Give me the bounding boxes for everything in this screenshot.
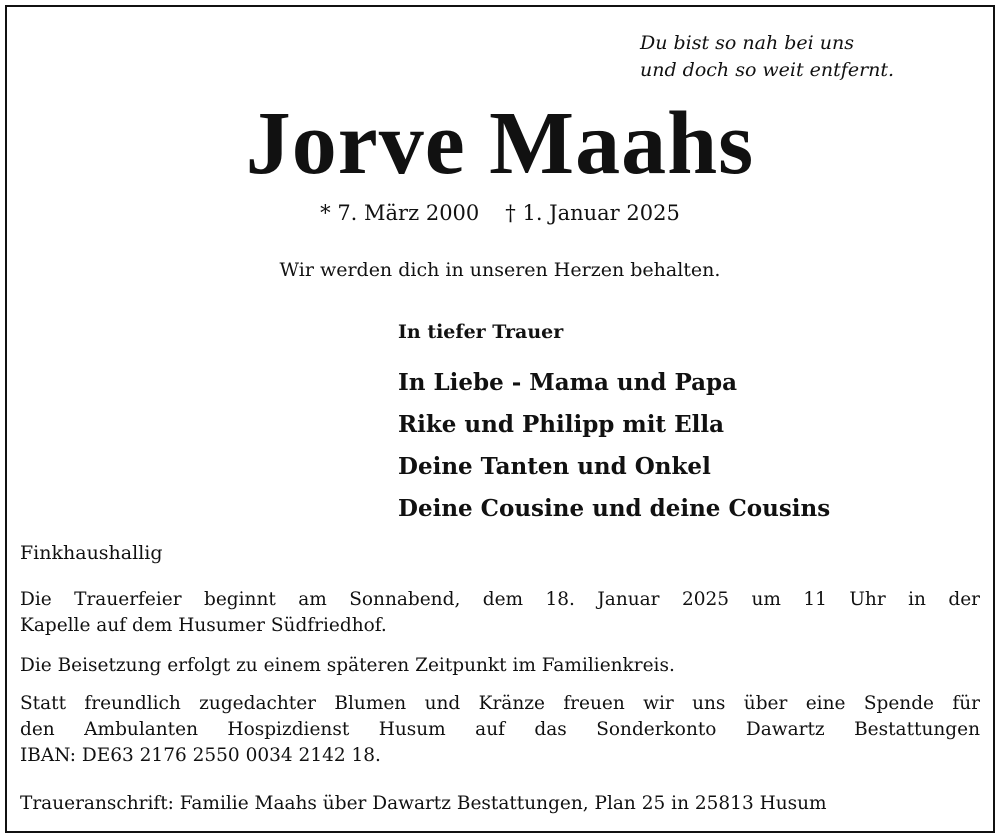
- mourners-list: [398, 362, 830, 530]
- life-dates: [0, 198, 1000, 228]
- donation-line-3: IBAN: DE63 2176 2550 0034 2142 18.: [20, 745, 381, 766]
- farewell-quote: Wir werden dich in unseren Herzen behalten.: [279, 259, 721, 281]
- place-name: Finkhaushallig: [20, 542, 163, 564]
- motto-line-1: Du bist so nah bei uns: [640, 32, 854, 54]
- motto-line-2: und doch so weit entfernt.: [640, 59, 895, 81]
- donation-info: [20, 691, 980, 769]
- service-line-2: Kapelle auf dem Husumer Südfriedhof.: [20, 615, 387, 636]
- burial-info: Die Beisetzung erfolgt zu einem späteren Zeitpunkt im Familienkreis.: [20, 655, 675, 676]
- motto: [640, 30, 970, 84]
- donation-line-1: Statt freundlich zugedachter Blumen und Kränze freuen wir uns über eine Spende für: [20, 693, 980, 714]
- mourner-line: Deine Cousine und deine Cousins: [398, 495, 831, 522]
- donation-line-2: den Ambulanten Hospizdienst Husum auf das Sonderkonto Dawartz Bestattungen: [20, 719, 980, 740]
- birth-date: * 7. März 2000: [320, 201, 480, 225]
- mourning-intro: In tiefer Trauer: [398, 321, 564, 343]
- mourner-line: Rike und Philipp mit Ella: [398, 411, 724, 438]
- deceased-name: Jorve Maahs: [245, 94, 755, 193]
- mourner-line: Deine Tanten und Onkel: [398, 453, 711, 480]
- death-date: † 1. Januar 2025: [505, 201, 680, 225]
- mourning-address: Traueranschrift: Familie Maahs über Dawartz Bestattungen, Plan 25 in 25813 Husum: [20, 793, 827, 814]
- mourner-line: In Liebe - Mama und Papa: [398, 369, 738, 396]
- service-line-1: Die Trauerfeier beginnt am Sonnabend, dem 18. Januar 2025 um 11 Uhr in der: [20, 589, 980, 610]
- service-info: [20, 587, 980, 639]
